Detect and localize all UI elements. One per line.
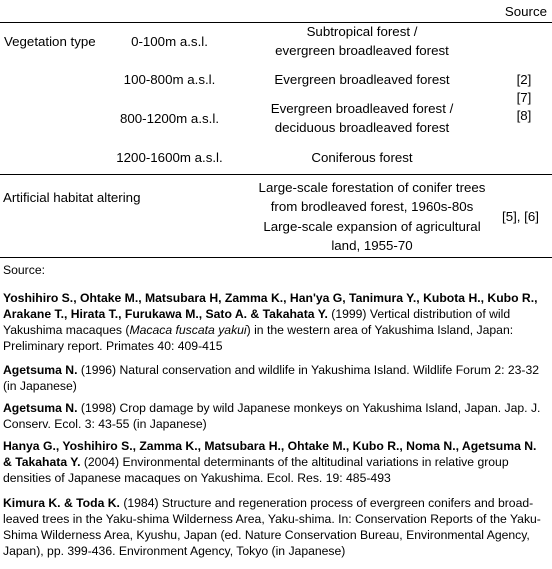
reference-6-text: (1998) Crop damage by wild Japanese monkeys on Yakushima Island, Japan. Jap. J. Conserv. Ecol. 3: 43-55 (in Japanese) bbox=[3, 401, 541, 431]
reference-6-authors: Agetsuma N. bbox=[3, 401, 78, 415]
vegetation-range-0: 0-100m a.s.l. bbox=[131, 34, 208, 49]
vegetation-forest-2-line1: Evergreen broadleaved forest / bbox=[270, 101, 454, 116]
vegetation-label: Vegetation type bbox=[4, 34, 96, 49]
reference-5-authors: Agetsuma N. bbox=[3, 363, 78, 377]
artificial-label: Artificial habitat altering bbox=[3, 190, 141, 205]
artificial-item-0-line1: Large-scale forestation of conifer trees bbox=[258, 180, 486, 195]
vegetation-forest-1: Evergreen broadleaved forest bbox=[274, 72, 450, 87]
reference-2-authors: Yoshihiro S., Ohtake M., Matsubara H, Zamma K., Han'ya G, Tanimura Y., Kubota H., Kubo R., Arakane T., Hirata T., Furukawa M., Sato A. & Takahata Y. bbox=[3, 291, 538, 321]
reference-8 bbox=[3, 495, 548, 559]
reference-5 bbox=[3, 362, 548, 394]
artificial-item-1-line2: land, 1955-70 bbox=[331, 238, 413, 253]
section-divider bbox=[0, 174, 552, 175]
vegetation-forest-3: Coniferous forest bbox=[311, 150, 413, 165]
references-title: Source: bbox=[3, 263, 46, 277]
vegetation-source-7: [7] bbox=[516, 90, 532, 105]
reference-8-text: (1984) Structure and regeneration process of evergreen conifers and broad-leaved trees in the Yaku-shima Wilderness Area, Yaku-shima. In: Conservation Reports of the Yaku-Shima Wilderness Area, Kyushu, Japan (ed. Nature Conservation Bureau, Environmental Agency, Japan), pp. 399-436. Environment Agency, Tokyo (in Japanese) bbox=[3, 496, 541, 558]
artificial-item-1-line1: Large-scale expansion of agricultural bbox=[263, 219, 481, 234]
reference-2 bbox=[3, 290, 548, 354]
vegetation-range-1: 100-800m a.s.l. bbox=[123, 72, 216, 87]
reference-7-text: (2004) Environmental determinants of the altitudinal variations in relative group densities of Japanese macaques on Yakushima. Ecol. Res. 19: 485-493 bbox=[3, 455, 509, 485]
vegetation-sources bbox=[504, 71, 544, 125]
vegetation-forest-0-line1: Subtropical forest / bbox=[306, 24, 418, 39]
reference-5-text: (1996) Natural conservation and wildlife in Yakushima Island. Wildlife Forum 2: 23-32 (in Japanese) bbox=[3, 363, 540, 393]
reference-2-text-post: ) in the western area of Yakushima Island, Japan: Preliminary report. Primates 40: 409-415 bbox=[3, 323, 514, 353]
reference-2-text-pre: (1999) Vertical distribution of wild Yakushima macaques ( bbox=[3, 307, 511, 337]
source-column-header: Source bbox=[504, 4, 547, 19]
reference-2-species: Macaca fuscata yakui bbox=[129, 323, 247, 337]
vegetation-forest-2 bbox=[232, 99, 492, 137]
reference-8-authors: Kimura K. & Toda K. bbox=[3, 496, 120, 510]
artificial-item-0-line2: from brodleaved forest, 1960s-80s bbox=[270, 199, 474, 214]
vegetation-forest-0-line2: evergreen broadleaved forest bbox=[275, 43, 449, 58]
vegetation-forest-2-line2: deciduous broadleaved forest bbox=[274, 120, 450, 135]
artificial-item-0 bbox=[222, 178, 522, 216]
artificial-item-1 bbox=[222, 217, 522, 255]
table-bottom-rule bbox=[0, 257, 552, 258]
vegetation-source-8: [8] bbox=[516, 108, 532, 123]
vegetation-forest-0 bbox=[232, 22, 492, 60]
reference-7 bbox=[3, 438, 548, 486]
vegetation-range-3: 1200-1600m a.s.l. bbox=[116, 150, 223, 165]
reference-7-authors: Hanya G., Yoshihiro S., Zamma K., Matsubara H., Ohtake M., Kubo R., Noma N., Agetsuma N. & Takahata Y. bbox=[3, 439, 537, 469]
vegetation-range-2: 800-1200m a.s.l. bbox=[119, 111, 220, 126]
artificial-source: [5], [6] bbox=[502, 209, 539, 224]
reference-6 bbox=[3, 400, 548, 432]
vegetation-source-2: [2] bbox=[516, 72, 532, 87]
